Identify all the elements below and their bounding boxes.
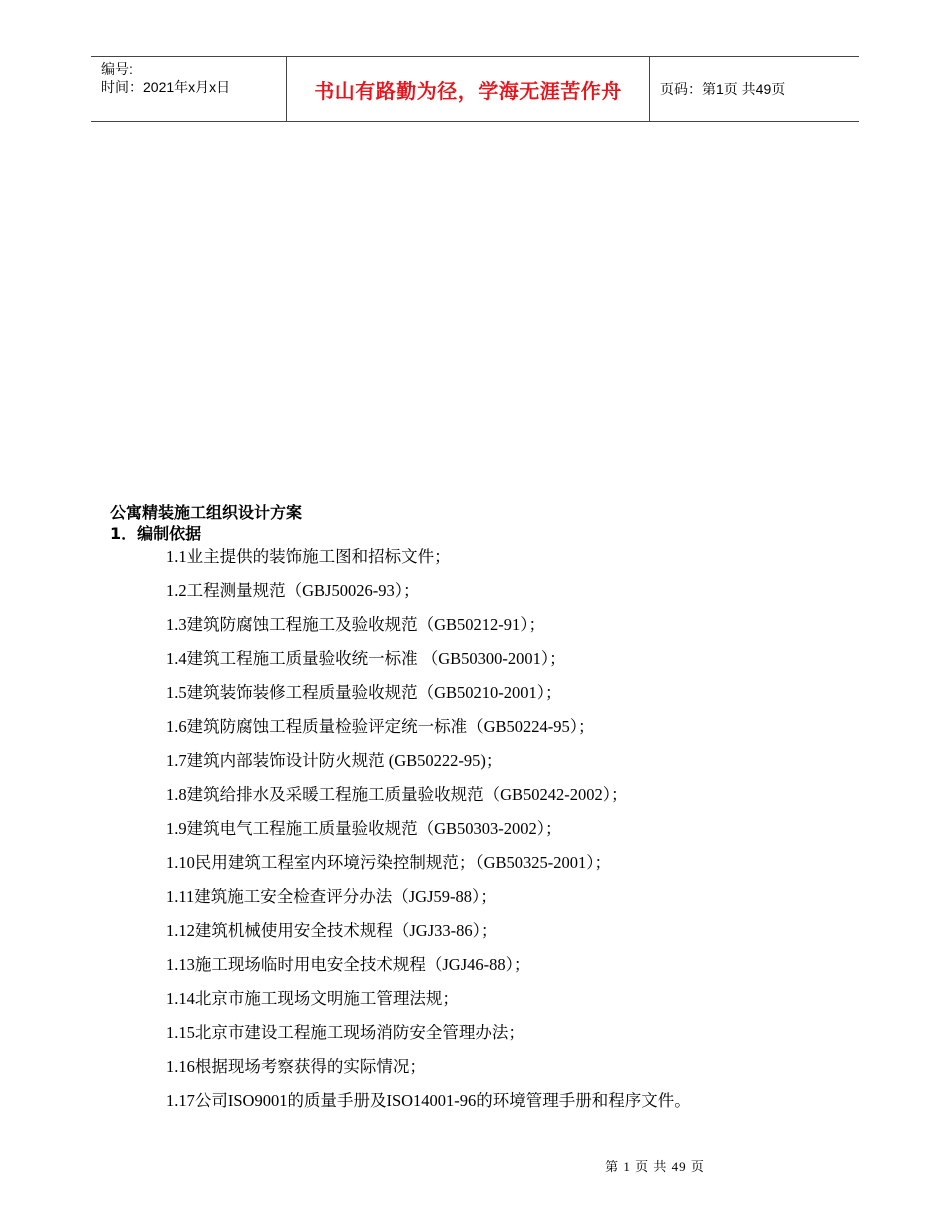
header-page-number: 页码：第1页 共49页 (660, 81, 786, 97)
page-footer: 第 1 页 共 49 页 (605, 1159, 705, 1174)
list-item: 1.10民用建筑工程室内环境污染控制规范；（GB50325-2001）； (166, 853, 612, 872)
basis-list (166, 545, 691, 1123)
document-title: 公寓精装施工组织设计方案 (110, 503, 303, 522)
list-item: 1.12建筑机械使用安全技术规程（JGJ33-86）； (166, 921, 498, 940)
header-motto: 书山有路勤为径，学海无涯苦作舟 (287, 57, 650, 121)
list-item: 1.8建筑给排水及采暖工程施工质量验收规范（GB50242-2002）； (166, 785, 628, 804)
list-item: 1.5建筑装饰装修工程质量验收规范（GB50210-2001）； (166, 683, 562, 702)
section-heading: 1．编制依据 (110, 524, 202, 543)
list-item: 1.11建筑施工安全检查评分办法（JGJ59-88）； (166, 887, 497, 906)
list-item: 1.14北京市施工现场文明施工管理法规； (166, 989, 459, 1008)
document-number-label: 编号: (101, 61, 133, 77)
list-item: 1.6建筑防腐蚀工程质量检验评定统一标准（GB50224-95）； (166, 717, 595, 736)
list-item: 1.16根据现场考察获得的实际情况； (166, 1057, 426, 1076)
list-item: 1.17公司ISO9001的质量手册及ISO14001-96的环境管理手册和程序文件。 (166, 1091, 691, 1110)
list-item: 1.3建筑防腐蚀工程施工及验收规范（GB50212-91）； (166, 615, 546, 634)
list-item: 1.15北京市建设工程施工现场消防安全管理办法； (166, 1023, 525, 1042)
list-item: 1.1业主提供的装饰施工图和招标文件； (166, 547, 451, 566)
list-item: 1.7建筑内部装饰设计防火规范 (GB50222-95)； (166, 751, 503, 770)
page-header (91, 56, 859, 122)
list-item: 1.9建筑电气工程施工质量验收规范（GB50303-2002）； (166, 819, 562, 838)
list-item: 1.2工程测量规范（GBJ50026-93）； (166, 581, 420, 600)
list-item: 1.4建筑工程施工质量验收统一标准 （GB50300-2001）； (166, 649, 566, 668)
list-item: 1.13施工现场临时用电安全技术规程（JGJ46-88）； (166, 955, 531, 974)
header-meta (91, 57, 287, 121)
document-time: 时间：2021年x月x日 (101, 79, 231, 95)
